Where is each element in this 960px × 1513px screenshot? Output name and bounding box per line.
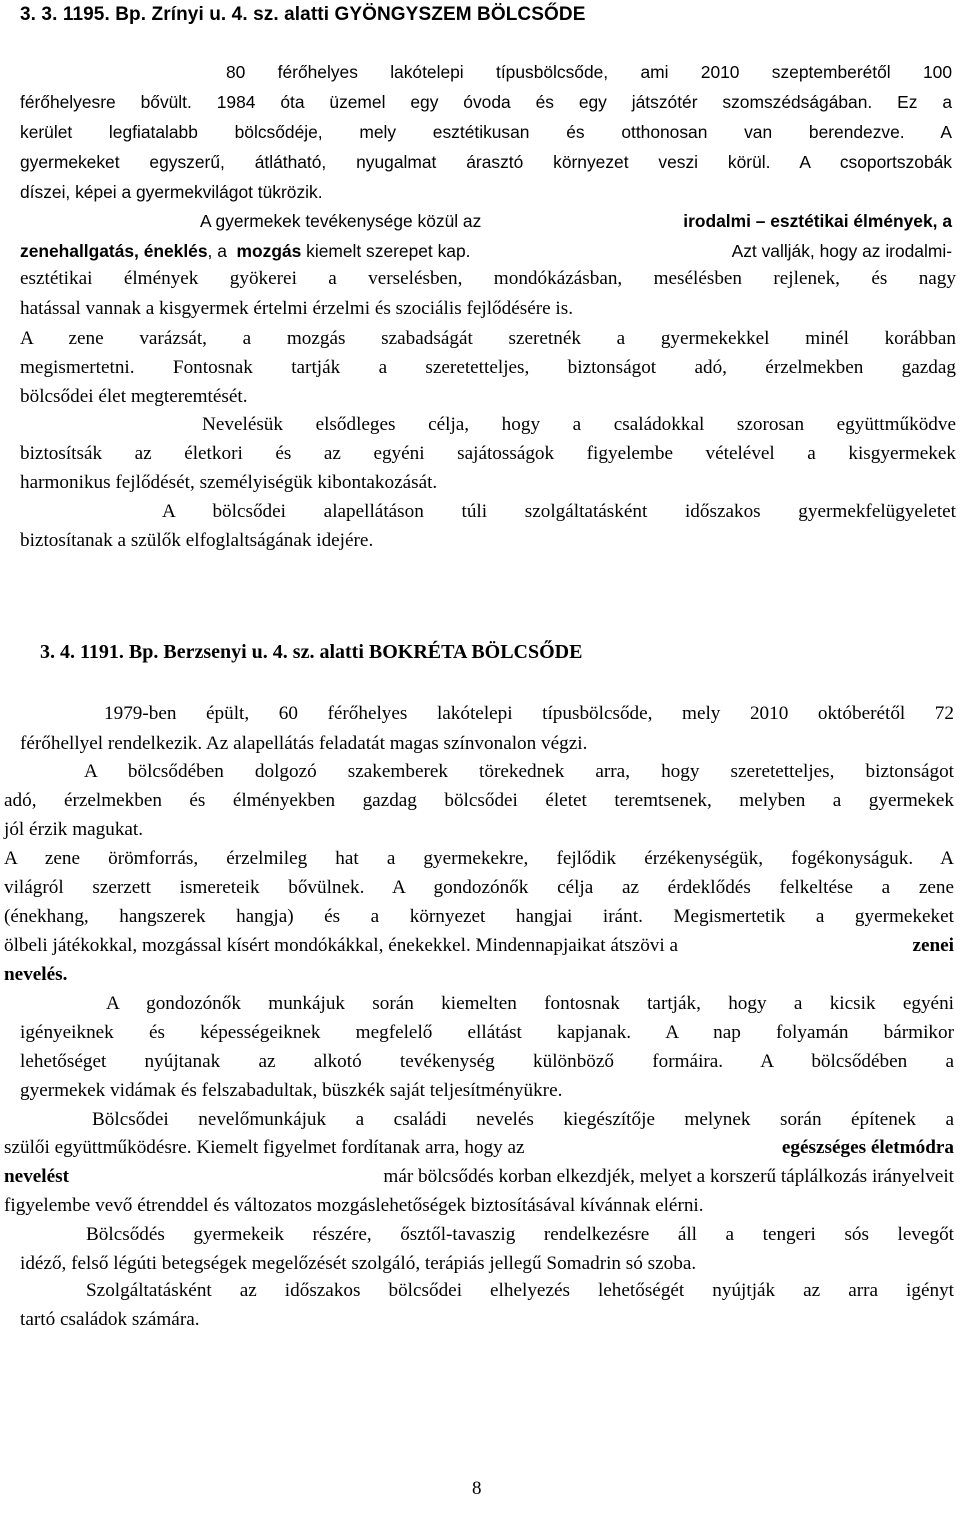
text-line: biztosítsák az életkori és az egyéni sajátosságok figyelembe vételével a kisgyermekek — [20, 443, 956, 464]
text-line: A zene varázsát, a mozgás szabadságát szeretnék a gyermekekkel minél korábban — [20, 328, 956, 349]
text-line: Szolgáltatásként az időszakos bölcsődei elhelyezés lehetőségét nyújtják az arra igényt — [86, 1280, 954, 1301]
text-span: Azt vallják, hogy az irodalmi- — [731, 241, 952, 261]
text-line: díszei, képei a gyermekvilágot tükrözik. — [20, 182, 323, 202]
text-line: Nevelésük elsődleges célja, hogy a családokkal szorosan együttműködve — [202, 414, 956, 435]
text-line: jól érzik magukat. — [4, 819, 144, 840]
text-line: hatással vannak a kisgyermek értelmi érzelmi és szociális fejlődésére is. — [20, 298, 574, 319]
text-span: ölbeli játékokkal, mozgással kísért mondókákkal, énekekkel. Mindennapjaikat átszövi a — [4, 935, 679, 956]
text-line: harmonikus fejlődését, személyiségük kibontakozását. — [20, 472, 438, 493]
text-line — [4, 935, 954, 957]
text-line — [4, 1166, 954, 1188]
text-line: Bölcsődés gyermekeik részére, ősztől-tavaszig rendelkezésre áll a tengeri sós levegőt — [86, 1224, 954, 1245]
text-line: Bölcsődei nevelőmunkájuk a családi nevelés kiegészítője melynek során építenek a — [92, 1109, 954, 1130]
text-line: férőhelyesre bővült. 1984 óta üzemel egy óvoda és egy játszótér szomszédságában. Ez a — [20, 92, 952, 112]
bold-phrase: egészséges életmódra — [781, 1137, 954, 1158]
page-number: 8 — [472, 1478, 482, 1499]
text-span: szülői együttműködésre. Kiemelt figyelmet fordítanak arra, hogy az — [4, 1137, 525, 1158]
text-line: kerület legfiatalabb bölcsődéje, mely esztétikusan és otthonosan van berendezve. A — [20, 122, 952, 142]
text-line: megismertetni. Fontosnak tartják a szeretetteljes, biztonságot adó, érzelmekben gazdag — [20, 357, 956, 378]
text-line: 80 férőhelyes lakótelepi típusbölcsőde, ami 2010 szeptemberétől 100 — [226, 62, 952, 82]
text-line: A bölcsődében dolgozó szakemberek törekednek arra, hogy szeretetteljes, biztonságot — [84, 761, 954, 782]
text-line: 1979-ben épült, 60 férőhelyes lakótelepi típusbölcsőde, mely 2010 októberétől 72 — [104, 703, 954, 724]
text-line — [20, 211, 952, 232]
text-line: adó, érzelmekben és élményekben gazdag bölcsődei életet teremtsenek, melyben a gyermekek — [4, 790, 954, 811]
text-line: figyelembe vevő étrenddel és változatos mozgáslehetőségek biztosításával kívánnak elérni. — [4, 1195, 704, 1216]
text-line: bölcsődei élet megteremtését. — [20, 386, 248, 407]
bold-phrase: mozgás — [236, 241, 302, 261]
text-line: tartó családok számára. — [20, 1309, 200, 1330]
bold-phrase: nevelés. — [4, 964, 68, 985]
text-span: már bölcsődés korban elkezdjék, melyet a korszerű táplálkozás irányelveit — [383, 1166, 954, 1187]
text-line: esztétikai élmények gyökerei a verselésben, mondókázásban, mesélésben rejlenek, és nagy — [20, 268, 956, 289]
text-line: A bölcsődei alapellátáson túli szolgáltatásként időszakos gyermekfelügyeletet — [162, 501, 956, 522]
text-line: gyermekek vidámak és felszabadultak, büszkék saját teljesítményükre. — [20, 1080, 563, 1101]
section-heading-bokreta: 3. 4. 1191. Bp. Berzsenyi u. 4. sz. alatti BOKRÉTA BÖLCSŐDE — [40, 641, 583, 663]
text-line: világról szerzett ismereteik bővülnek. A gondozónők célja az érdeklődés felkeltése a zene — [4, 877, 954, 898]
text-line — [20, 241, 952, 262]
text-line: A zene örömforrás, érzelmileg hat a gyermekekre, fejlődik érzékenységük, fogékonyságuk. A — [4, 848, 954, 869]
text-line: gyermekeket egyszerű, átlátható, nyugalmat árasztó környezet veszi körül. A csoportszobák — [20, 152, 952, 172]
text-span: , a — [207, 241, 227, 261]
text-line: (énekhang, hangszerek hangja) és a környezet hangjai iránt. Megismertetik a gyermekeket — [4, 906, 954, 927]
text-span: kiemelt szerepet kap. — [306, 241, 471, 261]
text-line — [4, 1137, 954, 1159]
text-span — [20, 241, 470, 262]
text-line: A gondozónők munkájuk során kiemelten fontosnak tartják, hogy a kicsik egyéni — [106, 993, 954, 1014]
text-span: A gyermekek tevékenysége közül az — [200, 211, 482, 231]
bold-phrase: zenei — [912, 935, 954, 956]
text-line — [4, 964, 67, 986]
bold-phrase: irodalmi – esztétikai élmények, a — [683, 211, 952, 231]
bold-phrase: nevelést — [4, 1166, 70, 1187]
text-line: idéző, felső légúti betegségek megelőzését szolgáló, terápiás jellegű Somadrin só szoba. — [20, 1253, 697, 1274]
text-line: igényeiknek és képességeiknek megfelelő ellátást kapjanak. A nap folyamán bármikor — [20, 1022, 954, 1043]
bold-phrase: zenehallgatás, éneklés — [20, 241, 208, 261]
text-line: biztosítanak a szülők elfoglaltságának idejére. — [20, 530, 374, 551]
section-heading-gyongyszem: 3. 3. 1195. Bp. Zrínyi u. 4. sz. alatti GYÖNGYSZEM BÖLCSŐDE — [20, 4, 586, 25]
text-line: lehetőséget nyújtanak az alkotó tevékenység különböző formáira. A bölcsődében a — [20, 1051, 954, 1072]
text-line: férőhellyel rendelkezik. Az alapellátás feladatát magas színvonalon végzi. — [20, 733, 588, 754]
